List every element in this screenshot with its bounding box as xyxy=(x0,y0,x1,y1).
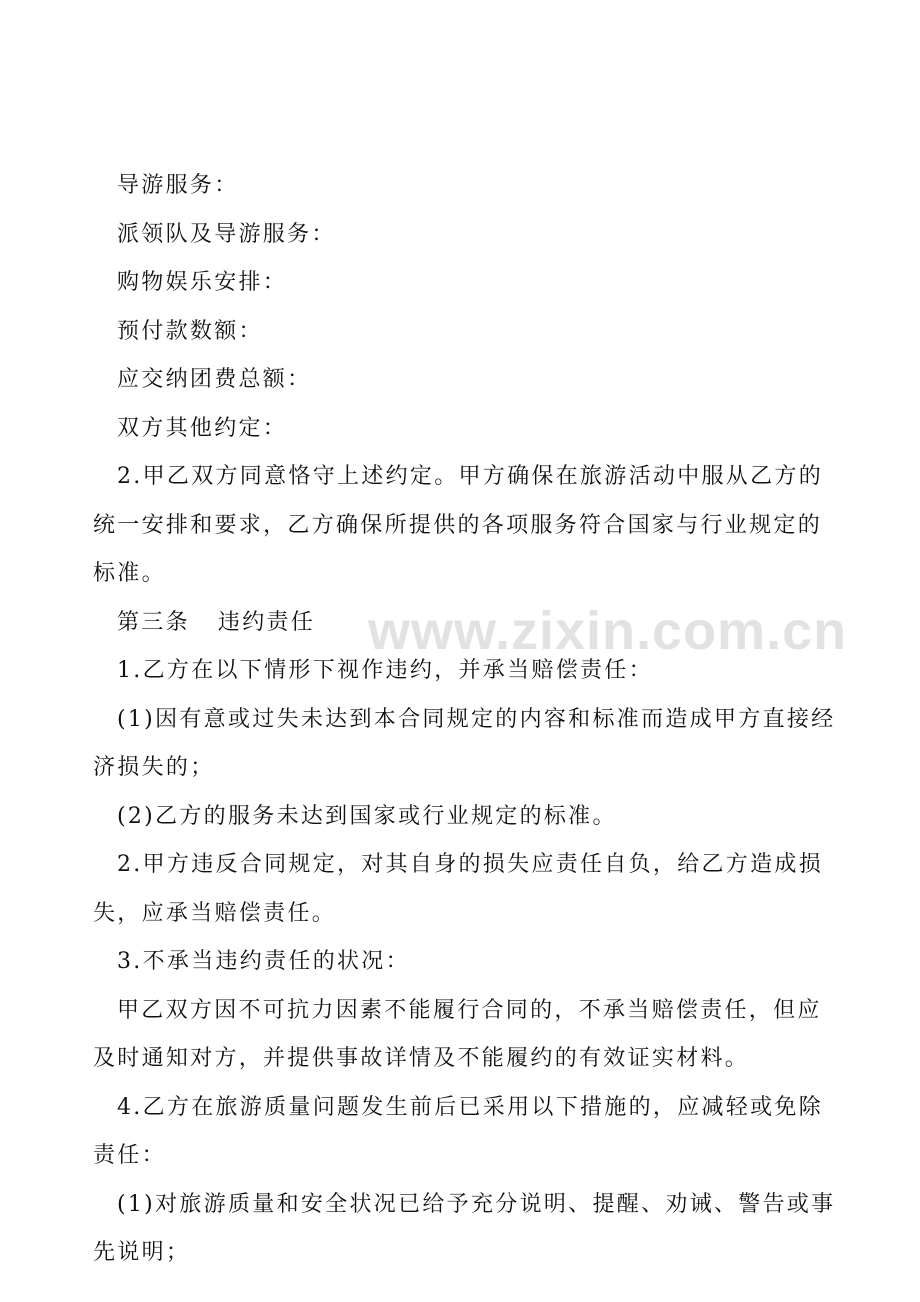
paragraph-breach-3: 3.不承当违约责任的状况： xyxy=(117,949,410,974)
paragraph-shopping-entertainment: 购物娱乐安排： xyxy=(117,270,288,295)
paragraph-breach-2: 2.甲方违反合同规定，对其自身的损失应责任自负，给乙方造成损失，应承当赔偿责任。 xyxy=(93,852,823,926)
paragraph-breach-1-item-2: (2)乙方的服务未达到国家或行业规定的标准。 xyxy=(117,803,617,829)
paragraph-leader-guide-service: 派领队及导游服务： xyxy=(117,221,336,247)
document-body xyxy=(93,162,838,1278)
article-number: 第三条 xyxy=(117,609,190,635)
paragraph-breach-1-item-1: (1)因有意或过失未达到本合同规定的内容和标准而造成甲方直接经济损失的； xyxy=(93,706,836,780)
article-heading xyxy=(93,599,838,648)
article-title: 违约责任 xyxy=(217,609,316,635)
paragraph-force-majeure: 甲乙双方因不可抗力因素不能履行合同的，不承当赔偿责任，但应及时通知对方，并提供事故详情及不能履约的有效证实材料。 xyxy=(93,997,822,1071)
paragraph-breach-4-item-1: (1)对旅游质量和安全状况已给予充分说明、提醒、劝诫、警告或事先说明； xyxy=(93,1191,836,1265)
paragraph-guide-service: 导游服务： xyxy=(117,173,239,198)
paragraph-breach-4: 4.乙方在旅游质量问题发生前后已采用以下措施的，应减轻或免除责任： xyxy=(93,1094,823,1168)
paragraph-prepayment-amount: 预付款数额： xyxy=(117,318,263,344)
paragraph-breach-1: 1.乙方在以下情形下视作违约，并承当赔偿责任： xyxy=(117,658,653,683)
watermark: www.zixin.com.cn xyxy=(368,601,848,661)
paragraph-clause-2-compliance: 2.甲乙双方同意恪守上述约定。甲方确保在旅游活动中服从乙方的统一安排和要求，乙方确保所提供的各项服务符合国家与行业规定的标准。 xyxy=(93,464,823,586)
paragraph-total-group-fee: 应交纳团费总额： xyxy=(117,367,312,392)
paragraph-other-agreements: 双方其他约定： xyxy=(117,415,288,441)
